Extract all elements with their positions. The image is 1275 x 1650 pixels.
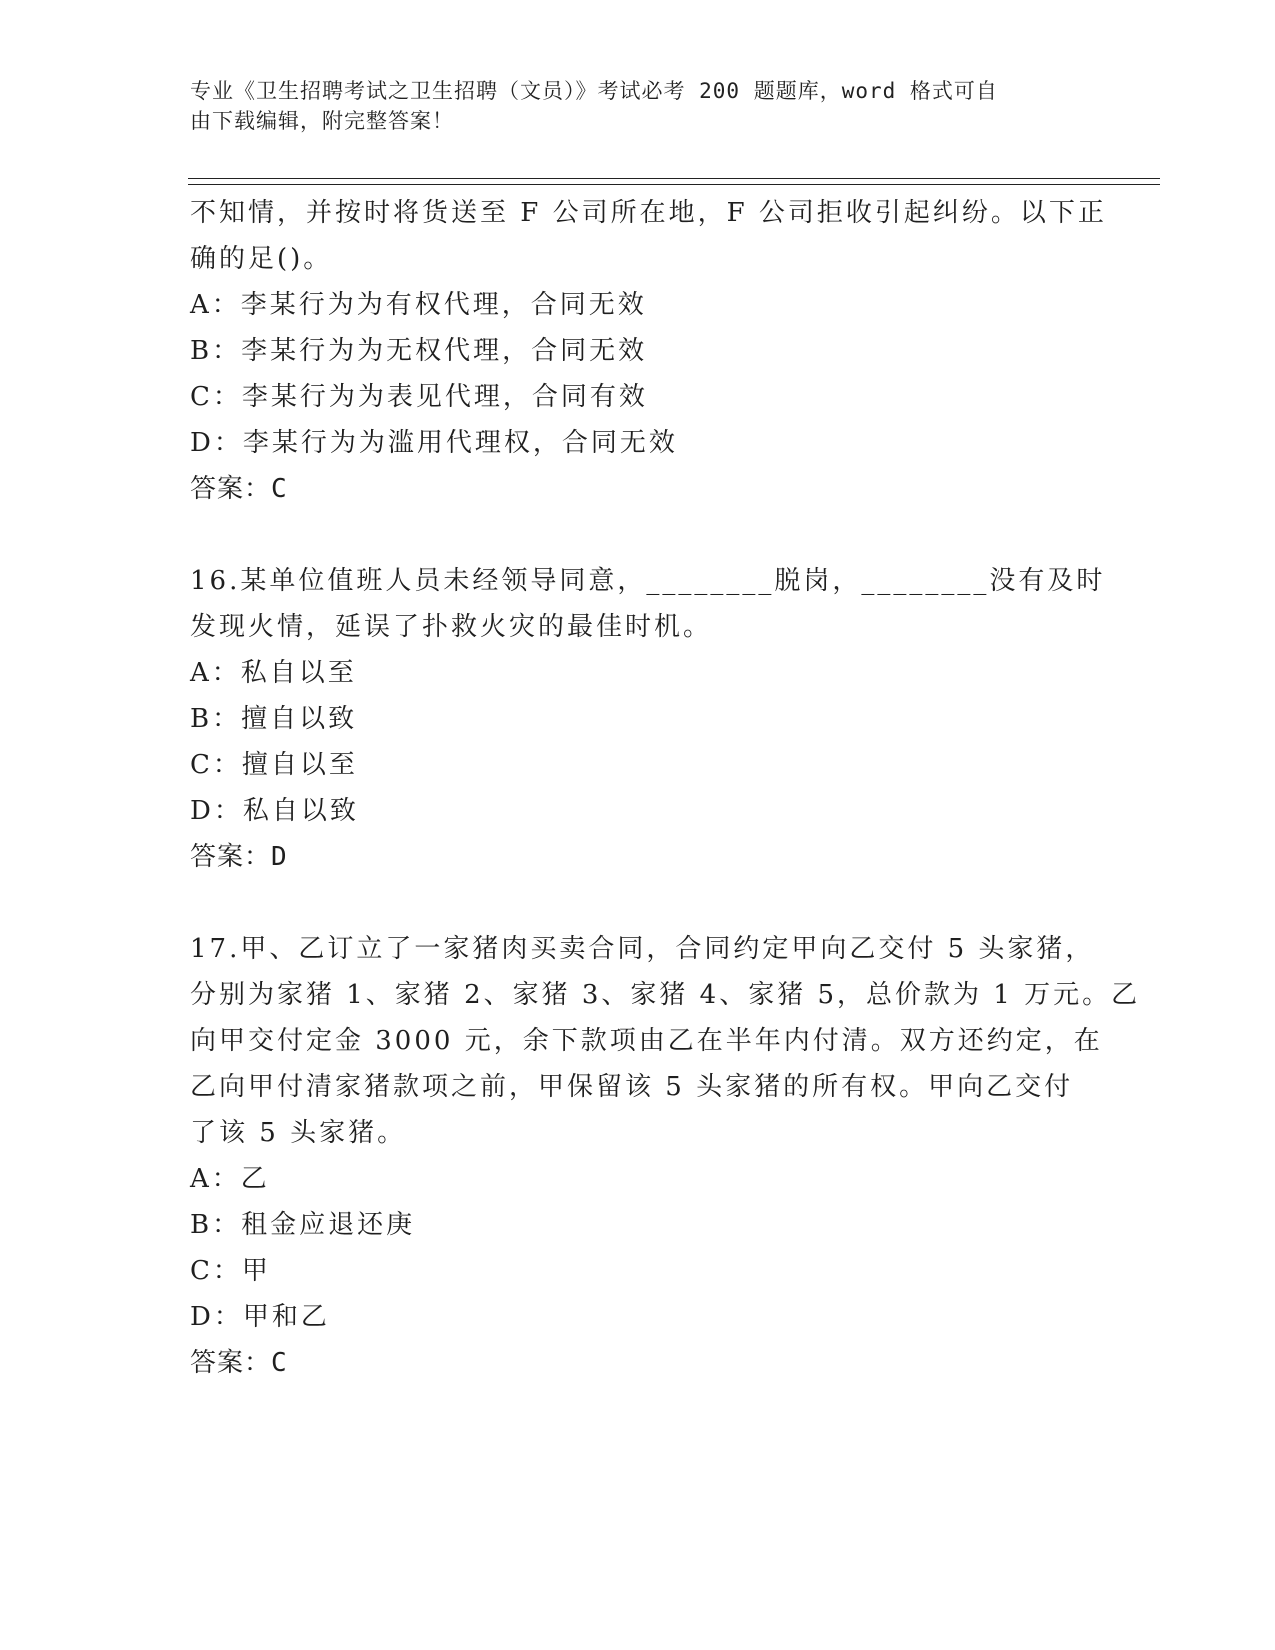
question-continued — [190, 190, 1107, 512]
header-line-1: 专业《卫生招聘考试之卫生招聘（文员）》考试必考 200 题题库，word 格式可自 — [190, 79, 998, 103]
answer-line — [190, 1340, 1090, 1386]
option-b: B：租金应退还庚 — [190, 1210, 416, 1240]
option-a: A：私自以至 — [190, 658, 357, 688]
spacer — [190, 512, 1090, 558]
page-header — [190, 76, 1080, 136]
answer-label: 答案： — [190, 842, 272, 872]
spacer — [190, 880, 1090, 926]
question-text-line: 分别为家猪 1、家猪 2、家猪 3、家猪 4、家猪 5，总价款为 1 万元。乙 — [190, 980, 1141, 1010]
question-text-line: 16.某单位值班人员未经领导同意，________脱岗，________没有及时 — [190, 566, 1106, 596]
question-text-line: 确的足()。 — [190, 244, 333, 274]
option-b: B：擅自以致 — [190, 704, 358, 734]
option-c: C：擅自以至 — [190, 750, 358, 780]
question-text-line: 乙向甲付清家猪款项之前，甲保留该 5 头家猪的所有权。甲向乙交付 — [190, 1072, 1074, 1102]
question-text-line: 了该 5 头家猪。 — [190, 1118, 407, 1148]
option-b: B：李某行为为无权代理，合同无效 — [190, 336, 648, 366]
option-a: A：李某行为为有权代理，合同无效 — [190, 290, 647, 320]
question-17 — [190, 926, 1141, 1386]
answer-value: D — [271, 842, 288, 872]
option-c: C：李某行为为表见代理，合同有效 — [190, 382, 648, 412]
option-d: D：李某行为为滥用代理权，合同无效 — [190, 428, 678, 458]
answer-label: 答案： — [190, 1348, 272, 1378]
document-body — [190, 190, 1141, 1386]
option-d: D：甲和乙 — [190, 1302, 330, 1332]
option-a: A：乙 — [190, 1164, 270, 1194]
answer-line — [190, 466, 1090, 512]
question-text-line: 向甲交付定金 3000 元，余下款项由乙在半年内付清。双方还约定，在 — [190, 1026, 1103, 1056]
question-text-line: 不知情，并按时将货送至 F 公司所在地，F 公司拒收引起纠纷。以下正 — [190, 198, 1107, 228]
question-text-line: 17.甲、乙订立了一家猪肉买卖合同，合同约定甲向乙交付 5 头家猪， — [190, 934, 1095, 964]
question-16 — [190, 558, 1106, 880]
header-rule-bottom — [188, 184, 1160, 185]
answer-value: C — [271, 474, 288, 504]
option-d: D：私自以致 — [190, 796, 359, 826]
option-c: C：甲 — [190, 1256, 271, 1286]
header-rule-top — [188, 178, 1160, 179]
header-line-2: 由下载编辑，附完整答案！ — [190, 109, 454, 133]
question-text-line: 发现火情，延误了扑救火灾的最佳时机。 — [190, 612, 713, 642]
answer-label: 答案： — [190, 474, 272, 504]
answer-value: C — [271, 1348, 288, 1378]
answer-line — [190, 834, 1090, 880]
